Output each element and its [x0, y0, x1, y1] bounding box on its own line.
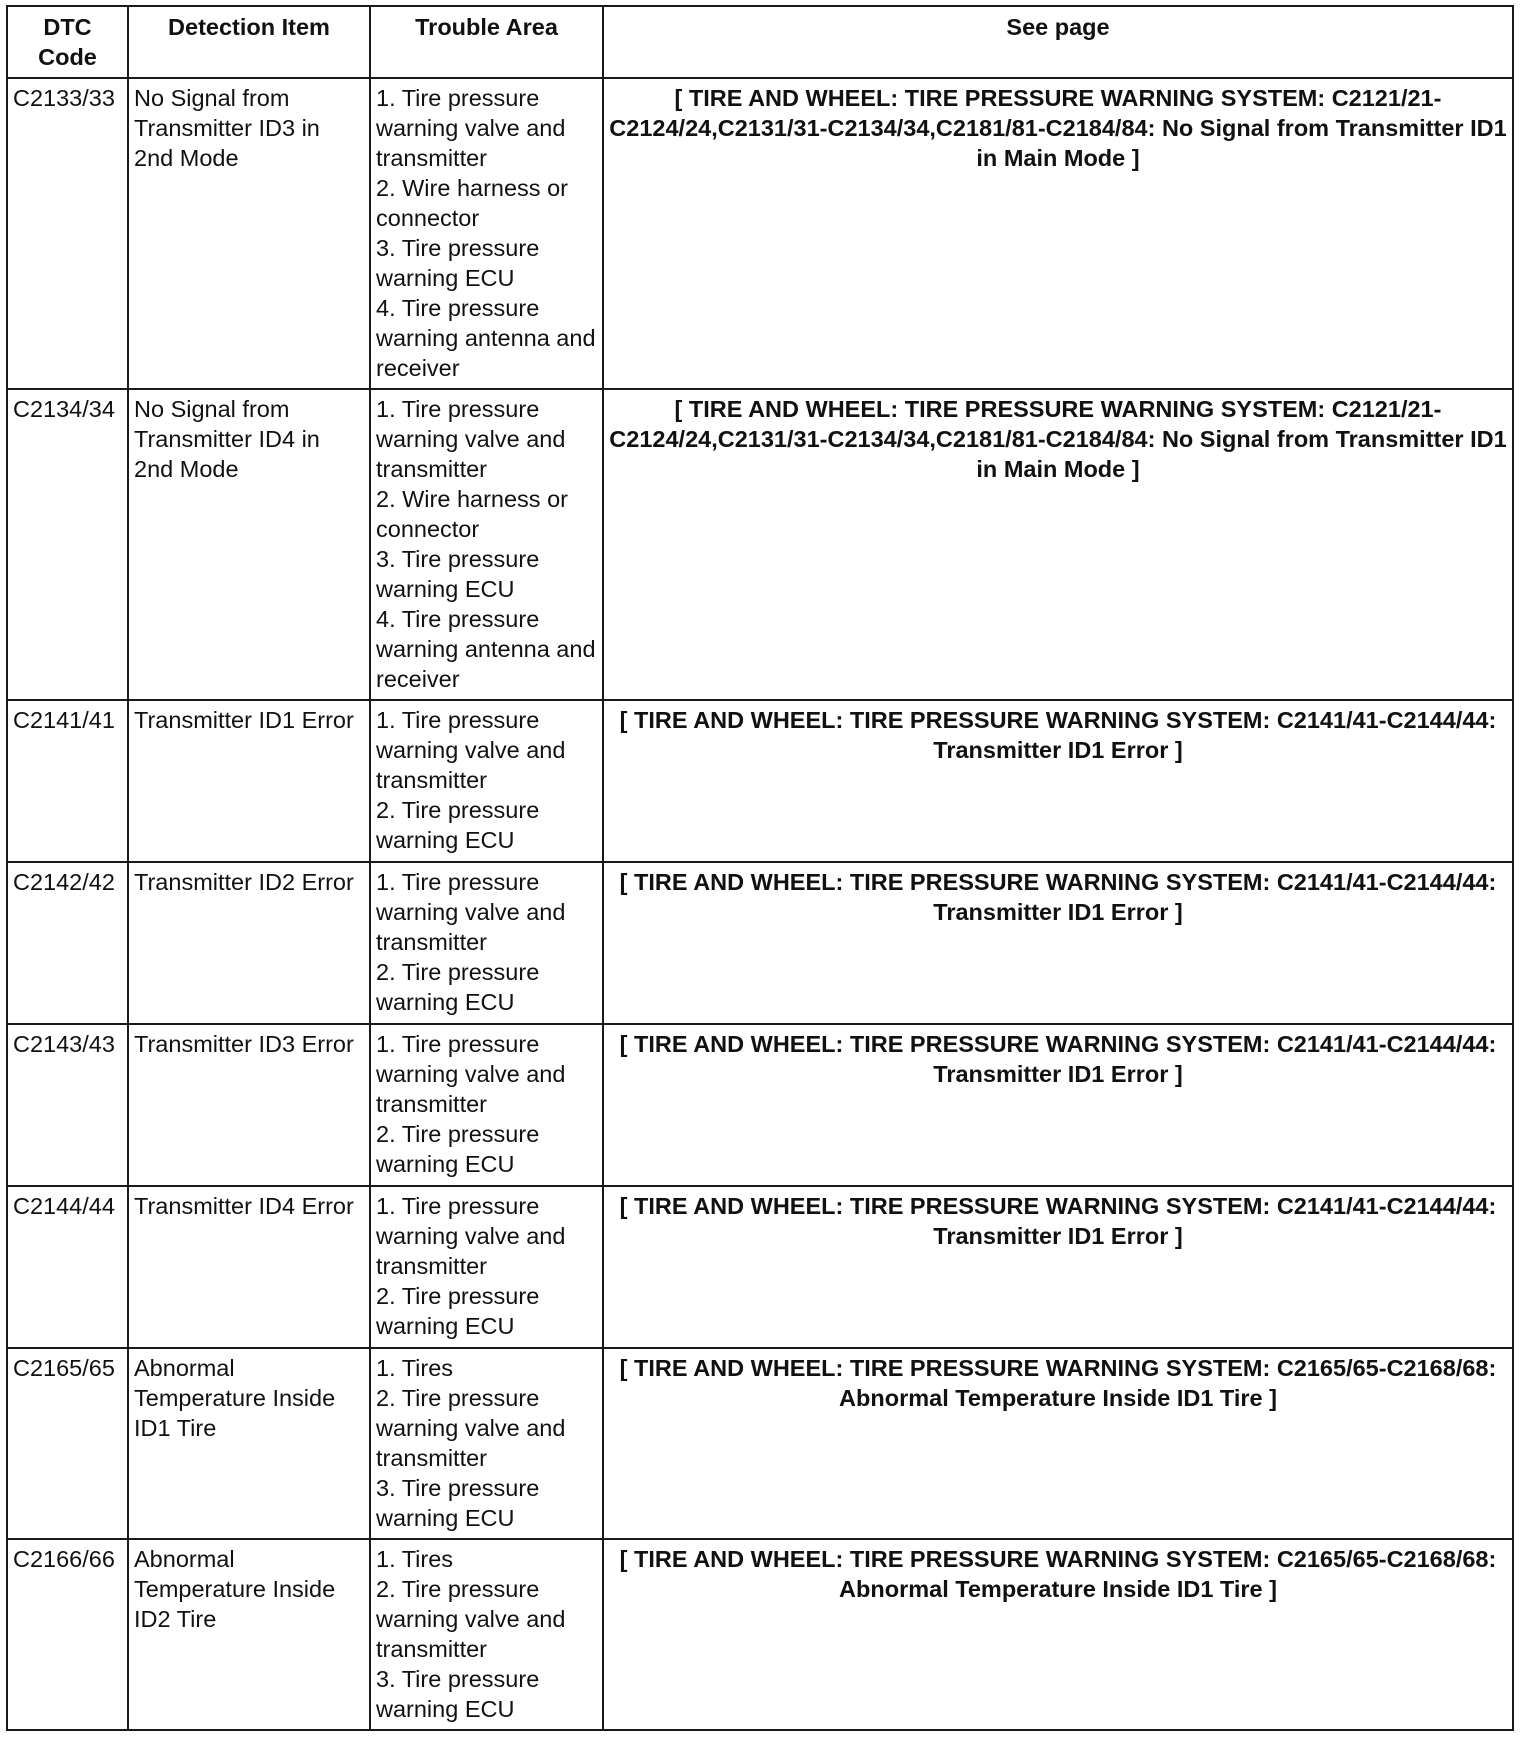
table-row [7, 389, 1513, 700]
trouble-area-item: 3. Tire pressure warning ECU [376, 235, 540, 291]
trouble-area-cell [370, 862, 603, 1024]
table-row [7, 1539, 1513, 1730]
trouble-area-item: 3. Tire pressure warning ECU [376, 546, 540, 602]
trouble-area-item: 1. Tire pressure warning valve and transmitter [376, 869, 566, 955]
dtc-code-cell: C2142/42 [7, 862, 128, 1024]
dtc-code-cell: C2166/66 [7, 1539, 128, 1730]
dtc-code-cell: C2144/44 [7, 1186, 128, 1348]
trouble-area-item: 1. Tire pressure warning valve and transmitter [376, 1193, 566, 1279]
see-page-link[interactable]: [ TIRE AND WHEEL: TIRE PRESSURE WARNING SYSTEM: C2121/21-C2124/24,C2131/31-C2134/34,C2181/81-C2184/84: No Signal from Transmitter ID1 in Main Mode ] [603, 78, 1513, 389]
detection-item-cell: Transmitter ID1 Error [128, 700, 370, 862]
detection-item-cell: Transmitter ID3 Error [128, 1024, 370, 1186]
dtc-code-cell: C2141/41 [7, 700, 128, 862]
table-row [7, 1348, 1513, 1539]
header-row [7, 6, 1513, 78]
trouble-area-item: 2. Wire harness or connector [376, 175, 568, 231]
detection-item-cell: Abnormal Temperature Inside ID1 Tire [128, 1348, 370, 1539]
see-page-link[interactable]: [ TIRE AND WHEEL: TIRE PRESSURE WARNING SYSTEM: C2165/65-C2168/68: Abnormal Temperature Inside ID1 Tire ] [603, 1348, 1513, 1539]
see-page-link[interactable]: [ TIRE AND WHEEL: TIRE PRESSURE WARNING SYSTEM: C2121/21-C2124/24,C2131/31-C2134/34,C2181/81-C2184/84: No Signal from Transmitter ID1 in Main Mode ] [603, 389, 1513, 700]
see-page-link[interactable]: [ TIRE AND WHEEL: TIRE PRESSURE WARNING SYSTEM: C2141/41-C2144/44: Transmitter ID1 Error ] [603, 1024, 1513, 1186]
trouble-area-item: 2. Tire pressure warning ECU [376, 1121, 540, 1177]
header-see-page: See page [603, 6, 1513, 78]
trouble-area-cell [370, 78, 603, 389]
trouble-area-cell [370, 1186, 603, 1348]
trouble-area-item: 1. Tire pressure warning valve and transmitter [376, 85, 566, 171]
trouble-area-item: 2. Tire pressure warning valve and transmitter [376, 1385, 566, 1471]
trouble-area-item: 2. Tire pressure warning valve and transmitter [376, 1576, 566, 1662]
trouble-area-item: 1. Tires [376, 1355, 454, 1381]
see-page-link[interactable]: [ TIRE AND WHEEL: TIRE PRESSURE WARNING SYSTEM: C2141/41-C2144/44: Transmitter ID1 Error ] [603, 862, 1513, 1024]
trouble-area-cell [370, 700, 603, 862]
trouble-area-item: 1. Tire pressure warning valve and transmitter [376, 396, 566, 482]
trouble-area-cell [370, 1348, 603, 1539]
trouble-area-item: 1. Tires [376, 1546, 454, 1572]
table-row [7, 1024, 1513, 1186]
detection-item-cell: No Signal from Transmitter ID3 in 2nd Mode [128, 78, 370, 389]
table-row [7, 1186, 1513, 1348]
trouble-area-item: 3. Tire pressure warning ECU [376, 1666, 540, 1722]
trouble-area-item: 1. Tire pressure warning valve and transmitter [376, 1031, 566, 1117]
header-dtc-code: DTC Code [7, 6, 128, 78]
header-trouble-area: Trouble Area [370, 6, 603, 78]
detection-item-cell: Abnormal Temperature Inside ID2 Tire [128, 1539, 370, 1730]
trouble-area-cell [370, 1024, 603, 1186]
detection-item-cell: Transmitter ID2 Error [128, 862, 370, 1024]
trouble-area-item: 2. Tire pressure warning ECU [376, 797, 540, 853]
trouble-area-item: 2. Tire pressure warning ECU [376, 1283, 540, 1339]
table-body [7, 78, 1513, 1730]
dtc-code-cell: C2134/34 [7, 389, 128, 700]
see-page-link[interactable]: [ TIRE AND WHEEL: TIRE PRESSURE WARNING SYSTEM: C2141/41-C2144/44: Transmitter ID1 Error ] [603, 1186, 1513, 1348]
trouble-area-cell [370, 389, 603, 700]
dtc-code-cell: C2133/33 [7, 78, 128, 389]
trouble-area-item: 2. Wire harness or connector [376, 486, 568, 542]
table-row [7, 700, 1513, 862]
trouble-area-item: 1. Tire pressure warning valve and transmitter [376, 707, 566, 793]
trouble-area-item: 3. Tire pressure warning ECU [376, 1475, 540, 1531]
trouble-area-cell [370, 1539, 603, 1730]
table-row [7, 78, 1513, 389]
dtc-code-cell: C2143/43 [7, 1024, 128, 1186]
trouble-area-item: 4. Tire pressure warning antenna and receiver [376, 606, 596, 692]
dtc-code-cell: C2165/65 [7, 1348, 128, 1539]
trouble-area-item: 2. Tire pressure warning ECU [376, 959, 540, 1015]
see-page-link[interactable]: [ TIRE AND WHEEL: TIRE PRESSURE WARNING SYSTEM: C2165/65-C2168/68: Abnormal Temperature Inside ID1 Tire ] [603, 1539, 1513, 1730]
trouble-area-item: 4. Tire pressure warning antenna and receiver [376, 295, 596, 381]
detection-item-cell: No Signal from Transmitter ID4 in 2nd Mode [128, 389, 370, 700]
see-page-link[interactable]: [ TIRE AND WHEEL: TIRE PRESSURE WARNING SYSTEM: C2141/41-C2144/44: Transmitter ID1 Error ] [603, 700, 1513, 862]
table-row [7, 862, 1513, 1024]
header-detection-item: Detection Item [128, 6, 370, 78]
dtc-table [6, 5, 1514, 1731]
detection-item-cell: Transmitter ID4 Error [128, 1186, 370, 1348]
